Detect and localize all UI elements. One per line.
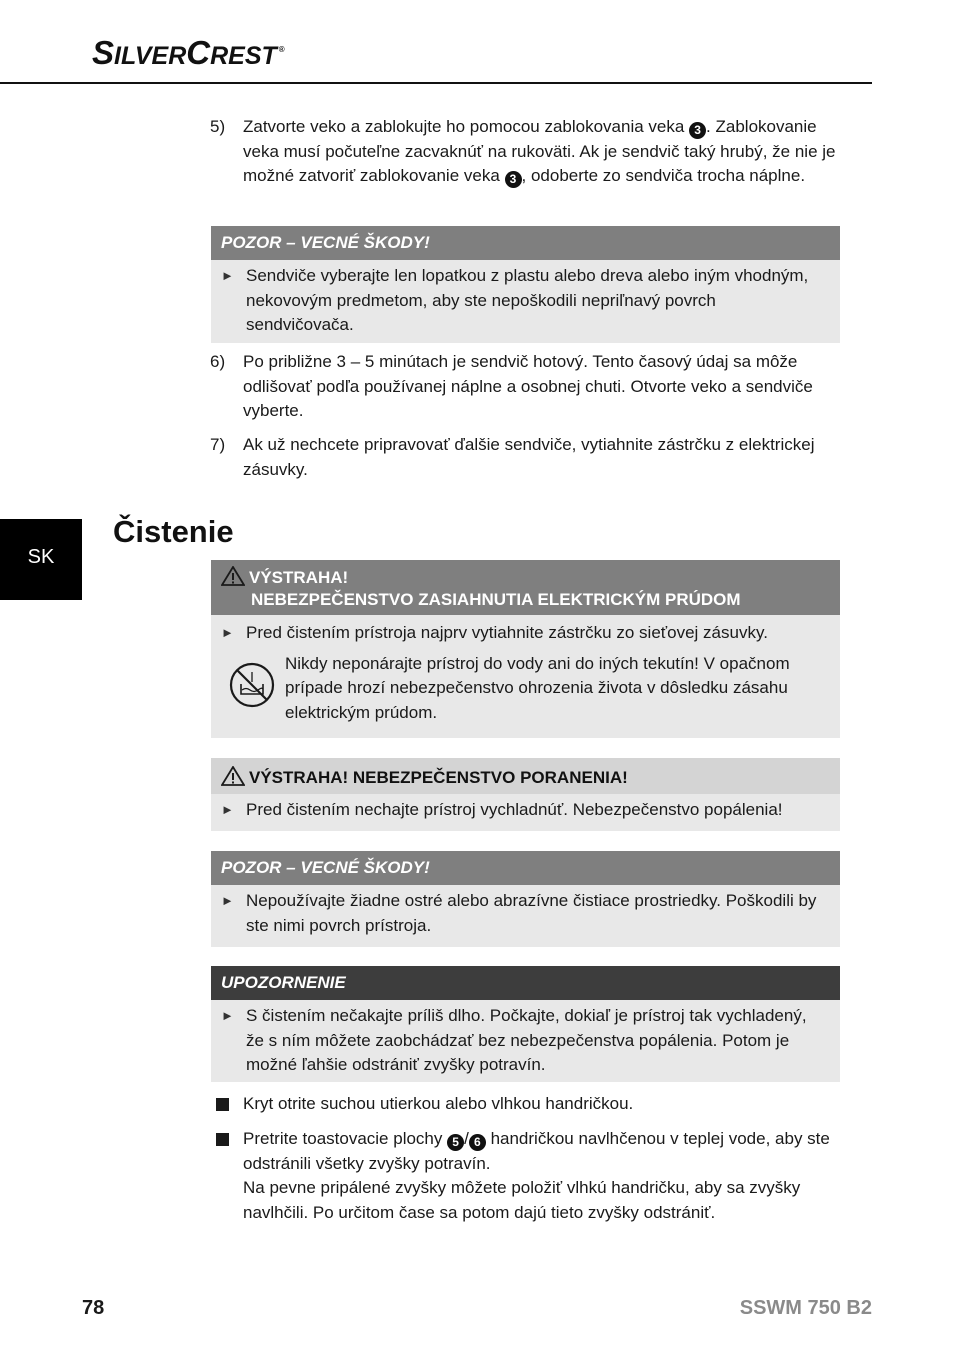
language-tab xyxy=(0,519,82,600)
warning-triangle-icon xyxy=(221,566,245,586)
warning-bullet: ► Pred čistením nechajte prístroj vychladnúť. Nebezpečenstvo popálenia! xyxy=(221,798,828,823)
warning-box-electric-shock xyxy=(211,560,840,738)
step-text: Po približne 3 – 5 minútach je sendvič hotový. Tento časový údaj sa môže odlišovať podľa používanej náplne a osobnej chuti. Otvorte veko a sendviče vyberte. xyxy=(243,352,813,420)
caution-box-property-damage xyxy=(211,226,840,343)
step-number: 6) xyxy=(210,352,226,371)
notice-bullet: ► S čistením nečakajte príliš dlho. Počkajte, dokiaľ je prístroj tak vychladený, že s ním môžete zaobchádzať bez nebezpečenstva popálenia. Potom je možné ľahšie odstrániť zvyšky potravín. xyxy=(221,1006,807,1074)
warning-triangle-icon xyxy=(221,766,245,786)
step-number: 5) xyxy=(210,117,226,136)
caution-header: POZOR – VECNÉ ŠKODY! xyxy=(211,851,840,885)
arrow-right-icon: ► xyxy=(221,802,234,817)
part-ref-3: 3 xyxy=(505,171,522,188)
caution-header: POZOR – VECNÉ ŠKODY! xyxy=(211,226,840,260)
warning-header: VÝSTRAHA! NEBEZPEČENSTVO PORANENIA! xyxy=(211,758,840,794)
page-number: 78 xyxy=(82,1297,105,1319)
step-5 xyxy=(210,115,840,189)
language-tab-label: SK xyxy=(27,546,55,569)
warning-box-injury xyxy=(211,758,840,831)
model-number: SSWM 750 B2 xyxy=(739,1297,872,1319)
square-bullet-icon xyxy=(216,1133,229,1146)
notice-box xyxy=(211,966,840,1082)
square-bullet-icon xyxy=(216,1098,229,1111)
warning-header: VÝSTRAHA! NEBEZPEČENSTVO ZASIAHNUTIA ELEKTRICKÝM PRÚDOM xyxy=(211,560,840,615)
arrow-right-icon: ► xyxy=(221,893,234,908)
brand-logo: SILVERCREST ® xyxy=(92,34,285,71)
caution-box-property-damage-2 xyxy=(211,851,840,947)
step-7 xyxy=(210,433,840,482)
step-text: Ak už nechcete pripravovať ďalšie sendviče, vytiahnite zástrčku z elektrickej zásuvky. xyxy=(243,435,815,479)
caution-bullet: ► Nepoužívajte žiadne ostré alebo abrazívne čistiace prostriedky. Poškodili by ste nimi povrch prístroja. xyxy=(221,891,817,935)
step-text: Zatvorte veko a zablokujte ho pomocou zablokovania veka 3 . Zablokovanie veka musí počuteľne zacvaknúť na rukoväti. Ak je sendvič taký hrubý, že nie je možné zatvoriť zablokovanie veka 3 , odoberte zo sendviča trocha náplne. xyxy=(243,117,836,186)
arrow-right-icon: ► xyxy=(221,268,234,283)
arrow-right-icon: ► xyxy=(221,625,234,640)
part-ref-3: 3 xyxy=(689,122,706,139)
arrow-right-icon: ► xyxy=(221,1008,234,1023)
section-title: Čistenie xyxy=(113,514,234,549)
step-number: 7) xyxy=(210,435,226,454)
no-water-immersion-icon xyxy=(229,662,275,708)
header-rule xyxy=(0,82,872,84)
list-item: Pretrite toastovacie plochy 5 / 6 handričkou navlhčenou v teplej vode, aby ste odstránili všetky zvyšky potravín. Na pevne pripálené zvyšky môžete položiť vlhkú handričku, aby sa zvyšky navlhčili. Po určitom čase sa potom dajú tieto zvyšky odstrániť. xyxy=(216,1127,840,1225)
notice-header: UPOZORNENIE xyxy=(211,966,840,1000)
part-ref-5: 5 xyxy=(447,1134,464,1151)
part-ref-6: 6 xyxy=(469,1134,486,1151)
warning-note: Nikdy neponárajte prístroj do vody ani do iných tekutín! V opačnom prípade hrozí nebezpečenstvo ohrozenia života v dôsledku zásahu elektrickým prúdom. xyxy=(285,653,790,722)
caution-bullet: ► Sendviče vyberajte len lopatkou z plastu alebo dreva alebo iným vhodným, nekovovým predmetom, aby ste nepoškodili nepriľnavý povrch sendvičovača. xyxy=(221,266,809,334)
warning-bullet: ► Pred čistením prístroja najprv vytiahnite zástrčku zo sieťovej zásuvky. xyxy=(221,621,828,646)
step-6 xyxy=(210,350,840,424)
list-item: Kryt otrite suchou utierkou alebo vlhkou handričkou. xyxy=(216,1092,840,1117)
